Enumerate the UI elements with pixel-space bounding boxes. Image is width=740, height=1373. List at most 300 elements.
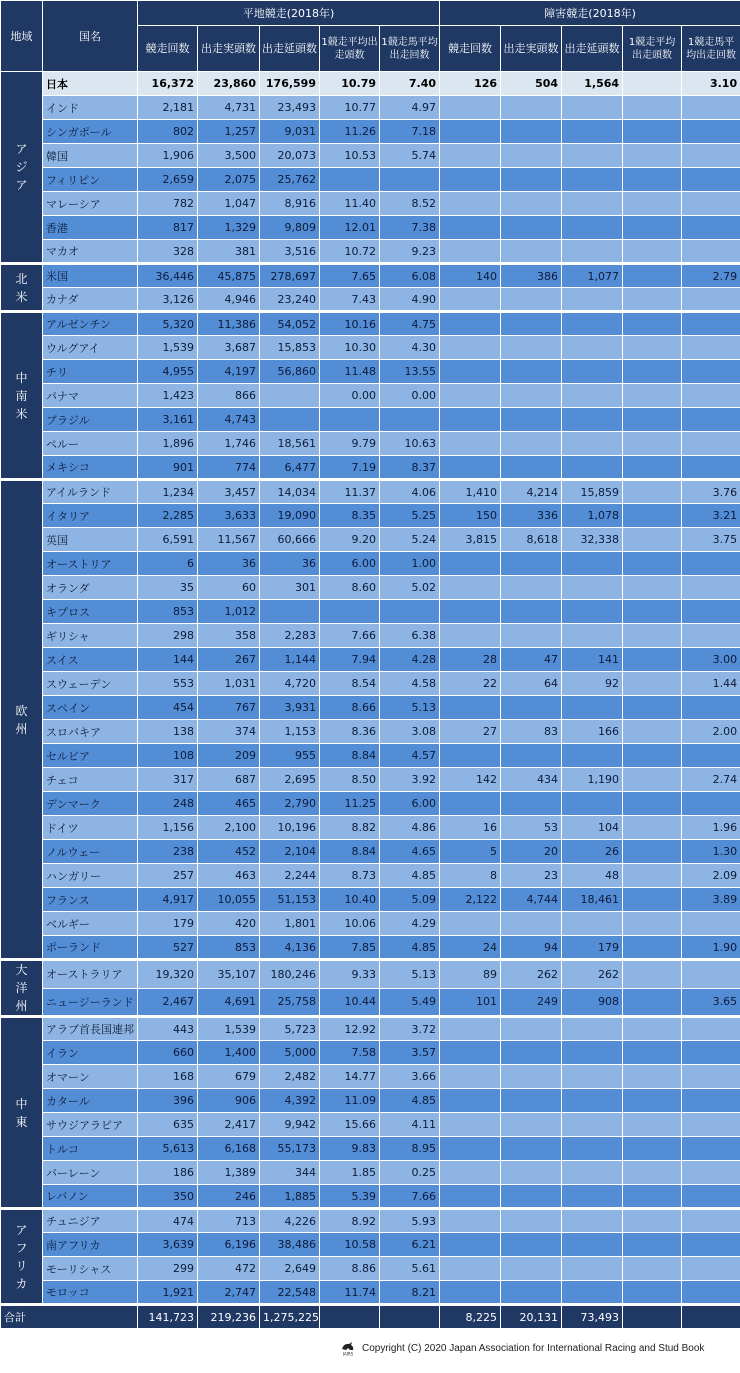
flat-value: 474	[138, 1209, 198, 1233]
flat-value: 5.24	[380, 528, 440, 552]
flat-value: 11.48	[320, 360, 380, 384]
flat-value: 5.61	[380, 1257, 440, 1281]
jump-value	[623, 816, 682, 840]
jump-value	[440, 216, 501, 240]
flat-value: 11.40	[320, 192, 380, 216]
table-row	[1, 744, 740, 768]
flat-value: 10.30	[320, 336, 380, 360]
flat-value: 6.38	[380, 624, 440, 648]
jump-value	[501, 1017, 562, 1041]
country-name: 南アフリカ	[43, 1233, 138, 1257]
country-name: オーストリア	[43, 552, 138, 576]
jump-value	[623, 264, 682, 288]
jump-value	[623, 672, 682, 696]
jump-value	[623, 696, 682, 720]
flat-value: 13.55	[380, 360, 440, 384]
flat-value: 11,386	[198, 312, 260, 336]
flat-value: 853	[198, 936, 260, 960]
flat-value: 2,100	[198, 816, 260, 840]
country-name: ハンガリー	[43, 864, 138, 888]
flat-value: 2,790	[260, 792, 320, 816]
flat-value: 108	[138, 744, 198, 768]
jump-value	[501, 744, 562, 768]
jump-value	[501, 576, 562, 600]
jump-value: 5	[440, 840, 501, 864]
flat-value: 3,500	[198, 144, 260, 168]
total-flat-value: 1,275,225	[260, 1305, 320, 1329]
jump-value	[562, 216, 623, 240]
flat-value: 7.65	[320, 264, 380, 288]
country-name: カタール	[43, 1089, 138, 1113]
country-name: ギリシャ	[43, 624, 138, 648]
region-cell: 中 南 米	[1, 312, 43, 480]
flat-value: 8.60	[320, 576, 380, 600]
jump-value: 126	[440, 72, 501, 96]
country-name: 香港	[43, 216, 138, 240]
jump-value	[440, 744, 501, 768]
jump-value	[682, 216, 740, 240]
jump-value	[440, 696, 501, 720]
flat-value: 420	[198, 912, 260, 936]
flat-value: 6	[138, 552, 198, 576]
table-row	[1, 600, 740, 624]
jump-value	[440, 576, 501, 600]
jump-value	[682, 120, 740, 144]
jump-value	[623, 1185, 682, 1209]
jump-value: 64	[501, 672, 562, 696]
jump-value: 386	[501, 264, 562, 288]
flat-value: 1,329	[198, 216, 260, 240]
flat-value	[380, 168, 440, 192]
table-row	[1, 1281, 740, 1305]
country-name: 英国	[43, 528, 138, 552]
jump-value	[501, 384, 562, 408]
country-name: マカオ	[43, 240, 138, 264]
flat-value: 1,746	[198, 432, 260, 456]
jump-value: 2.00	[682, 720, 740, 744]
flat-value: 10,055	[198, 888, 260, 912]
jump-value	[440, 408, 501, 432]
jump-value: 15,859	[562, 480, 623, 504]
jump-value	[623, 96, 682, 120]
jump-value	[562, 576, 623, 600]
flat-value: 8.86	[320, 1257, 380, 1281]
jump-value: 1,078	[562, 504, 623, 528]
flat-value: 4.97	[380, 96, 440, 120]
flat-value: 8.92	[320, 1209, 380, 1233]
table-row	[1, 888, 740, 912]
jump-value	[682, 360, 740, 384]
flat-value: 7.66	[380, 1185, 440, 1209]
flat-value: 16,372	[138, 72, 198, 96]
flat-value: 443	[138, 1017, 198, 1041]
flat-value: 8.95	[380, 1137, 440, 1161]
jump-value	[623, 1041, 682, 1065]
jump-value	[562, 1281, 623, 1305]
flat-value: 463	[198, 864, 260, 888]
region-cell: 北 米	[1, 264, 43, 312]
country-name: アラブ首長国連邦	[43, 1017, 138, 1041]
jump-value	[682, 240, 740, 264]
jump-value	[440, 1233, 501, 1257]
country-name: パナマ	[43, 384, 138, 408]
jump-value	[440, 1089, 501, 1113]
jump-value	[501, 1209, 562, 1233]
flat-value: 4.28	[380, 648, 440, 672]
flat-value: 8.21	[380, 1281, 440, 1305]
flat-value: 5.25	[380, 504, 440, 528]
jump-value	[682, 1113, 740, 1137]
jump-value: 336	[501, 504, 562, 528]
jump-value	[562, 1257, 623, 1281]
flat-value: 4,226	[260, 1209, 320, 1233]
table-row	[1, 648, 740, 672]
jump-value	[562, 408, 623, 432]
flat-value: 3.66	[380, 1065, 440, 1089]
jump-runners-header: 出走実頭数	[501, 26, 562, 72]
jump-value	[562, 1041, 623, 1065]
flat-value: 301	[260, 576, 320, 600]
jump-value	[501, 696, 562, 720]
jump-value	[440, 1065, 501, 1089]
flat-value: 10.06	[320, 912, 380, 936]
country-name: アルゼンチン	[43, 312, 138, 336]
country-name: レバノン	[43, 1185, 138, 1209]
flat-value: 35	[138, 576, 198, 600]
flat-value: 56,860	[260, 360, 320, 384]
jump-value: 22	[440, 672, 501, 696]
flat-value: 20,073	[260, 144, 320, 168]
jump-value	[682, 552, 740, 576]
jump-value	[501, 216, 562, 240]
country-name: イタリア	[43, 504, 138, 528]
jump-value	[623, 288, 682, 312]
flat-value: 4,731	[198, 96, 260, 120]
jump-value	[623, 120, 682, 144]
flat-value: 660	[138, 1041, 198, 1065]
region-header: 地域	[1, 1, 43, 72]
jump-value	[501, 168, 562, 192]
jump-value: 94	[501, 936, 562, 960]
jump-value: 3,815	[440, 528, 501, 552]
flat-value: 6.00	[320, 552, 380, 576]
flat-value: 4.30	[380, 336, 440, 360]
country-name: イラン	[43, 1041, 138, 1065]
jump-value	[562, 1161, 623, 1185]
country-name: トルコ	[43, 1137, 138, 1161]
jump-value: 1.44	[682, 672, 740, 696]
country-name: オマーン	[43, 1065, 138, 1089]
table-row	[1, 264, 740, 288]
flat-value: 5,000	[260, 1041, 320, 1065]
jump-value	[501, 624, 562, 648]
flat-value: 51,153	[260, 888, 320, 912]
flat-value: 60	[198, 576, 260, 600]
jump-value	[562, 912, 623, 936]
jump-value	[623, 72, 682, 96]
flat-value: 278,697	[260, 264, 320, 288]
jump-value: 1.30	[682, 840, 740, 864]
jump-value	[682, 408, 740, 432]
flat-value: 344	[260, 1161, 320, 1185]
jump-value	[501, 408, 562, 432]
flat-value: 15.66	[320, 1113, 380, 1137]
jump-value	[682, 600, 740, 624]
flat-value: 5.49	[380, 988, 440, 1017]
flat-value: 6,477	[260, 456, 320, 480]
jump-value	[623, 192, 682, 216]
flat-value: 955	[260, 744, 320, 768]
flat-value: 2,747	[198, 1281, 260, 1305]
flat-value	[260, 600, 320, 624]
flat-value: 10.40	[320, 888, 380, 912]
total-flat-value	[320, 1305, 380, 1329]
jump-value	[501, 120, 562, 144]
flat-value: 11,567	[198, 528, 260, 552]
jump-value	[562, 1185, 623, 1209]
flat-value: 8.50	[320, 768, 380, 792]
flat-value: 2,649	[260, 1257, 320, 1281]
region-cell: ア ジ ア	[1, 72, 43, 264]
jump-value	[623, 408, 682, 432]
country-name: モロッコ	[43, 1281, 138, 1305]
flat-value: 4.06	[380, 480, 440, 504]
table-row	[1, 988, 740, 1017]
jump-value	[623, 432, 682, 456]
table-row	[1, 72, 740, 96]
flat-value: 465	[198, 792, 260, 816]
flat-value: 4,955	[138, 360, 198, 384]
jump-value: 262	[562, 960, 623, 989]
jump-value: 16	[440, 816, 501, 840]
flat-value: 3,457	[198, 480, 260, 504]
flat-value: 8.54	[320, 672, 380, 696]
flat-value: 14.77	[320, 1065, 380, 1089]
jump-value	[440, 552, 501, 576]
jump-value	[623, 1089, 682, 1113]
flat-value: 4.85	[380, 936, 440, 960]
flat-value: 452	[198, 840, 260, 864]
flat-value: 10.72	[320, 240, 380, 264]
table-row	[1, 672, 740, 696]
jump-value: 1.90	[682, 936, 740, 960]
flat-value: 4,720	[260, 672, 320, 696]
jump-races-header: 競走回数	[440, 26, 501, 72]
jump-value: 3.21	[682, 504, 740, 528]
jump-value: 104	[562, 816, 623, 840]
jump-value	[623, 1281, 682, 1305]
flat-value: 0.00	[380, 384, 440, 408]
country-name: 韓国	[43, 144, 138, 168]
jump-value	[682, 1233, 740, 1257]
jump-value	[623, 1209, 682, 1233]
flat-value: 9.23	[380, 240, 440, 264]
jump-value: 142	[440, 768, 501, 792]
jump-value	[623, 504, 682, 528]
jump-value	[623, 600, 682, 624]
flat-value: 180,246	[260, 960, 320, 989]
flat-value: 7.40	[380, 72, 440, 96]
flat-value: 19,090	[260, 504, 320, 528]
jump-value	[682, 792, 740, 816]
jump-value	[562, 1089, 623, 1113]
jump-value	[623, 216, 682, 240]
flat-value: 713	[198, 1209, 260, 1233]
jump-value	[682, 1257, 740, 1281]
region-cell: 中 東	[1, 1017, 43, 1209]
table-row	[1, 528, 740, 552]
jump-starters-header: 出走延頭数	[562, 26, 623, 72]
flat-value: 19,320	[138, 960, 198, 989]
jump-value	[562, 1233, 623, 1257]
flat-value: 8.84	[320, 840, 380, 864]
total-jump-value: 73,493	[562, 1305, 623, 1329]
jump-value: 179	[562, 936, 623, 960]
flat-value: 18,561	[260, 432, 320, 456]
table-row	[1, 384, 740, 408]
country-name: ウルグアイ	[43, 336, 138, 360]
flat-value: 11.74	[320, 1281, 380, 1305]
flat-value: 15,853	[260, 336, 320, 360]
jump-value: 32,338	[562, 528, 623, 552]
flat-value: 4.58	[380, 672, 440, 696]
flat-value: 4,136	[260, 936, 320, 960]
jump-value: 28	[440, 648, 501, 672]
flat-value: 1.00	[380, 552, 440, 576]
jump-value	[440, 384, 501, 408]
jump-value: 8	[440, 864, 501, 888]
table-row	[1, 240, 740, 264]
table-row	[1, 576, 740, 600]
jump-value	[440, 1161, 501, 1185]
flat-value: 381	[198, 240, 260, 264]
flat-value: 4,392	[260, 1089, 320, 1113]
flat-value: 553	[138, 672, 198, 696]
flat-value: 1,539	[198, 1017, 260, 1041]
flat-value: 11.09	[320, 1089, 380, 1113]
flat-value: 11.26	[320, 120, 380, 144]
jump-value	[562, 1065, 623, 1089]
jump-value: 53	[501, 816, 562, 840]
table-row	[1, 768, 740, 792]
flat-runners-header: 出走実頭数	[198, 26, 260, 72]
jump-value	[682, 1041, 740, 1065]
jump-value	[440, 624, 501, 648]
jump-value	[623, 912, 682, 936]
total-flat-value	[380, 1305, 440, 1329]
jairs-logo-icon	[338, 1340, 358, 1356]
flat-value: 25,762	[260, 168, 320, 192]
jump-value	[682, 456, 740, 480]
jump-value	[501, 312, 562, 336]
jump-value	[562, 96, 623, 120]
flat-value: 3.57	[380, 1041, 440, 1065]
jump-value	[440, 1209, 501, 1233]
jump-value	[682, 192, 740, 216]
jump-value	[623, 1065, 682, 1089]
jump-value: 47	[501, 648, 562, 672]
jump-value	[623, 456, 682, 480]
flat-value: 2,482	[260, 1065, 320, 1089]
flat-value: 1,921	[138, 1281, 198, 1305]
jump-value	[623, 360, 682, 384]
flat-value: 8.35	[320, 504, 380, 528]
jump-value	[501, 1137, 562, 1161]
table-row	[1, 816, 740, 840]
jump-value	[682, 912, 740, 936]
jump-avg-field-header: 1競走平均出走頭数	[623, 26, 682, 72]
jump-value	[501, 1065, 562, 1089]
flat-value: 10,196	[260, 816, 320, 840]
jump-value	[440, 792, 501, 816]
flat-value: 6,591	[138, 528, 198, 552]
jump-value	[501, 360, 562, 384]
flat-value: 186	[138, 1161, 198, 1185]
table-row	[1, 1233, 740, 1257]
flat-value: 4,917	[138, 888, 198, 912]
table-row	[1, 1209, 740, 1233]
jump-value: 3.75	[682, 528, 740, 552]
table-row	[1, 144, 740, 168]
jump-value	[562, 1113, 623, 1137]
flat-value: 10.44	[320, 988, 380, 1017]
jump-value: 1,564	[562, 72, 623, 96]
flat-value: 3.08	[380, 720, 440, 744]
flat-value	[320, 168, 380, 192]
jump-value	[501, 1257, 562, 1281]
country-name: スロバキア	[43, 720, 138, 744]
jump-value: 2.79	[682, 264, 740, 288]
flat-value: 3.92	[380, 768, 440, 792]
flat-value: 38,486	[260, 1233, 320, 1257]
flat-value: 7.94	[320, 648, 380, 672]
jump-value	[623, 888, 682, 912]
jump-value	[501, 432, 562, 456]
flat-value: 4.85	[380, 1089, 440, 1113]
flat-value: 9,031	[260, 120, 320, 144]
flat-value: 1,389	[198, 1161, 260, 1185]
jump-value	[623, 1017, 682, 1041]
flat-value: 8.66	[320, 696, 380, 720]
jump-value	[682, 696, 740, 720]
jump-value	[440, 312, 501, 336]
flat-value: 2,417	[198, 1113, 260, 1137]
jump-value	[562, 336, 623, 360]
jump-value: 2,122	[440, 888, 501, 912]
jump-value	[562, 312, 623, 336]
flat-value: 1,153	[260, 720, 320, 744]
country-name: シンガポール	[43, 120, 138, 144]
jump-value	[623, 864, 682, 888]
region-cell: 欧 州	[1, 480, 43, 960]
flat-value: 2,467	[138, 988, 198, 1017]
jump-value	[682, 960, 740, 989]
table-row	[1, 840, 740, 864]
country-header: 国名	[43, 1, 138, 72]
jump-value	[623, 648, 682, 672]
jump-value	[562, 240, 623, 264]
flat-value: 45,875	[198, 264, 260, 288]
flat-value: 350	[138, 1185, 198, 1209]
flat-value: 5,320	[138, 312, 198, 336]
flat-value: 906	[198, 1089, 260, 1113]
jump-value	[440, 1017, 501, 1041]
jump-value	[440, 240, 501, 264]
jump-value	[562, 120, 623, 144]
flat-value: 9,942	[260, 1113, 320, 1137]
jump-value	[562, 792, 623, 816]
flat-value: 1,047	[198, 192, 260, 216]
